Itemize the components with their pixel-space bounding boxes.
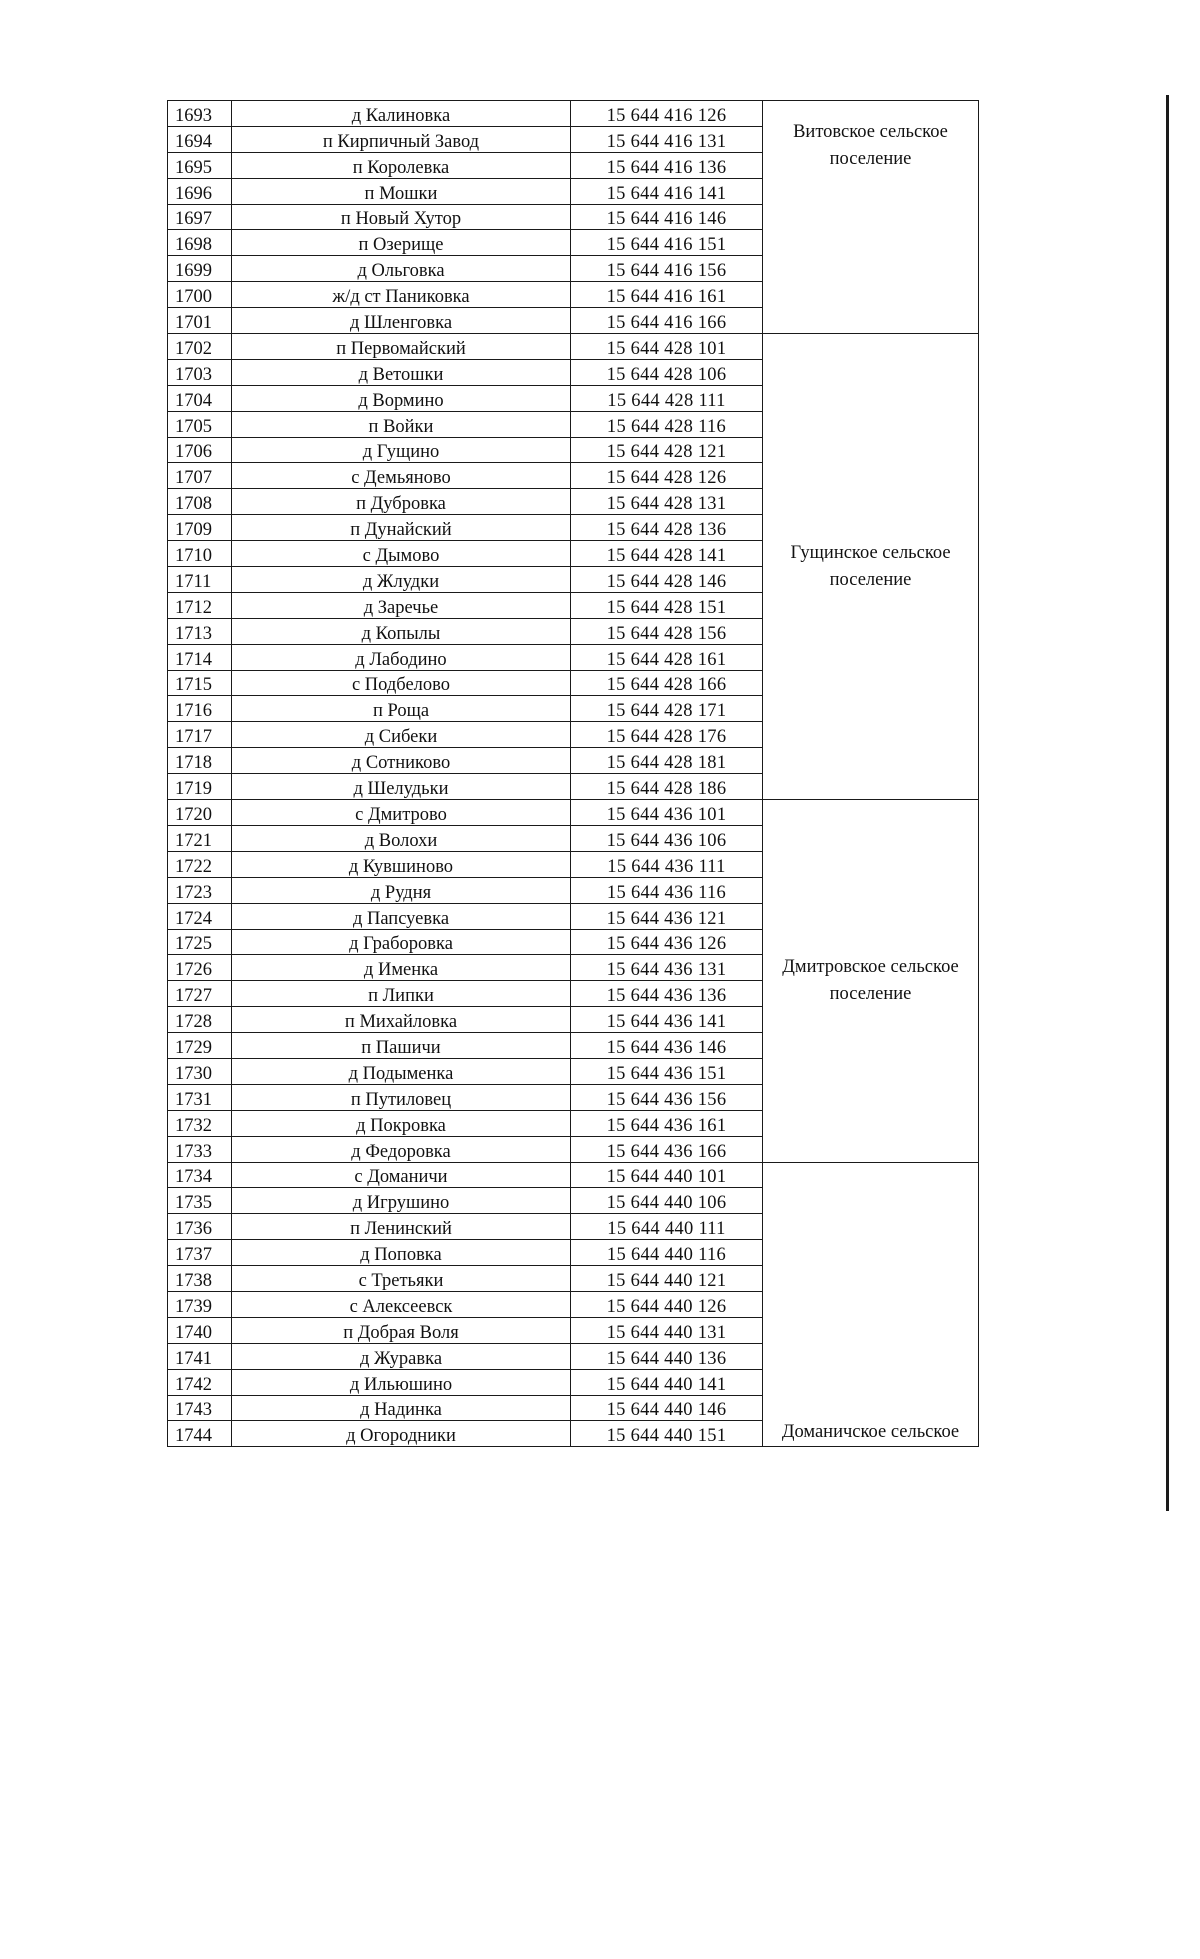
row-number-cell: 1703 xyxy=(168,359,232,385)
locality-name-cell: д Гущино xyxy=(232,437,571,463)
oktmo-code-cell: 15 644 428 131 xyxy=(571,489,763,515)
locality-name-cell: д Ольговка xyxy=(232,256,571,282)
locality-name-cell: д Сотниково xyxy=(232,748,571,774)
oktmo-code-cell: 15 644 416 151 xyxy=(571,230,763,256)
oktmo-code-cell: 15 644 436 116 xyxy=(571,877,763,903)
row-number-cell: 1719 xyxy=(168,774,232,800)
locality-name-cell: п Путиловец xyxy=(232,1084,571,1110)
oktmo-code-cell: 15 644 440 126 xyxy=(571,1291,763,1317)
row-number-cell: 1738 xyxy=(168,1266,232,1292)
locality-name-cell: п Ленинский xyxy=(232,1214,571,1240)
row-number-cell: 1711 xyxy=(168,567,232,593)
row-number-cell: 1712 xyxy=(168,592,232,618)
row-number-cell: 1701 xyxy=(168,308,232,334)
locality-name-cell: д Покровка xyxy=(232,1110,571,1136)
locality-name-cell: д Огородники xyxy=(232,1421,571,1447)
locality-name-cell: д Подыменка xyxy=(232,1058,571,1084)
locality-name-cell: п Дунайский xyxy=(232,515,571,541)
oktmo-code-cell: 15 644 416 146 xyxy=(571,204,763,230)
oktmo-code-cell: 15 644 416 126 xyxy=(571,101,763,127)
oktmo-code-cell: 15 644 428 111 xyxy=(571,385,763,411)
oktmo-code-cell: 15 644 416 161 xyxy=(571,282,763,308)
row-number-cell: 1725 xyxy=(168,929,232,955)
oktmo-code-cell: 15 644 428 106 xyxy=(571,359,763,385)
locality-name-cell: п Роща xyxy=(232,696,571,722)
locality-name-cell: п Липки xyxy=(232,981,571,1007)
settlement-name-cell: Дмитровское сельское поселение xyxy=(763,800,979,1162)
oktmo-code-cell: 15 644 416 166 xyxy=(571,308,763,334)
locality-name-cell: с Алексеевск xyxy=(232,1291,571,1317)
row-number-cell: 1733 xyxy=(168,1136,232,1162)
locality-name-cell: д Копылы xyxy=(232,618,571,644)
oktmo-code-cell: 15 644 416 131 xyxy=(571,126,763,152)
row-number-cell: 1707 xyxy=(168,463,232,489)
locality-name-cell: д Надинка xyxy=(232,1395,571,1421)
settlement-registry-table xyxy=(167,100,979,1447)
locality-name-cell: д Игрушино xyxy=(232,1188,571,1214)
row-number-cell: 1705 xyxy=(168,411,232,437)
oktmo-code-cell: 15 644 428 176 xyxy=(571,722,763,748)
row-number-cell: 1706 xyxy=(168,437,232,463)
row-number-cell: 1726 xyxy=(168,955,232,981)
row-number-cell: 1710 xyxy=(168,541,232,567)
oktmo-code-cell: 15 644 436 146 xyxy=(571,1033,763,1059)
row-number-cell: 1715 xyxy=(168,670,232,696)
table-row xyxy=(168,800,979,826)
oktmo-code-cell: 15 644 416 141 xyxy=(571,178,763,204)
locality-name-cell: с Демьяново xyxy=(232,463,571,489)
oktmo-code-cell: 15 644 428 101 xyxy=(571,334,763,360)
row-number-cell: 1693 xyxy=(168,101,232,127)
locality-name-cell: ж/д ст Паниковка xyxy=(232,282,571,308)
row-number-cell: 1734 xyxy=(168,1162,232,1188)
row-number-cell: 1741 xyxy=(168,1343,232,1369)
row-number-cell: 1709 xyxy=(168,515,232,541)
row-number-cell: 1697 xyxy=(168,204,232,230)
row-number-cell: 1744 xyxy=(168,1421,232,1447)
oktmo-code-cell: 15 644 436 106 xyxy=(571,825,763,851)
oktmo-code-cell: 15 644 436 166 xyxy=(571,1136,763,1162)
row-number-cell: 1704 xyxy=(168,385,232,411)
row-number-cell: 1696 xyxy=(168,178,232,204)
oktmo-code-cell: 15 644 440 106 xyxy=(571,1188,763,1214)
oktmo-code-cell: 15 644 428 161 xyxy=(571,644,763,670)
row-number-cell: 1728 xyxy=(168,1007,232,1033)
oktmo-code-cell: 15 644 428 141 xyxy=(571,541,763,567)
row-number-cell: 1702 xyxy=(168,334,232,360)
locality-name-cell: д Поповка xyxy=(232,1240,571,1266)
locality-name-cell: д Именка xyxy=(232,955,571,981)
locality-name-cell: п Озерище xyxy=(232,230,571,256)
row-number-cell: 1735 xyxy=(168,1188,232,1214)
locality-name-cell: п Войки xyxy=(232,411,571,437)
oktmo-code-cell: 15 644 436 131 xyxy=(571,955,763,981)
locality-name-cell: п Дубровка xyxy=(232,489,571,515)
oktmo-code-cell: 15 644 436 121 xyxy=(571,903,763,929)
row-number-cell: 1714 xyxy=(168,644,232,670)
row-number-cell: 1732 xyxy=(168,1110,232,1136)
locality-name-cell: д Заречье xyxy=(232,592,571,618)
oktmo-code-cell: 15 644 428 166 xyxy=(571,670,763,696)
row-number-cell: 1699 xyxy=(168,256,232,282)
settlement-name-cell: Витовское сельское поселение xyxy=(763,101,979,334)
locality-name-cell: д Журавка xyxy=(232,1343,571,1369)
oktmo-code-cell: 15 644 440 101 xyxy=(571,1162,763,1188)
oktmo-code-cell: 15 644 416 136 xyxy=(571,152,763,178)
table-row xyxy=(168,1162,979,1188)
locality-name-cell: д Сибеки xyxy=(232,722,571,748)
table-row xyxy=(168,334,979,360)
locality-name-cell: с Третьяки xyxy=(232,1266,571,1292)
row-number-cell: 1720 xyxy=(168,800,232,826)
row-number-cell: 1742 xyxy=(168,1369,232,1395)
oktmo-code-cell: 15 644 440 146 xyxy=(571,1395,763,1421)
locality-name-cell: п Добрая Воля xyxy=(232,1317,571,1343)
oktmo-code-cell: 15 644 440 131 xyxy=(571,1317,763,1343)
row-number-cell: 1737 xyxy=(168,1240,232,1266)
row-number-cell: 1698 xyxy=(168,230,232,256)
oktmo-code-cell: 15 644 428 186 xyxy=(571,774,763,800)
oktmo-code-cell: 15 644 428 156 xyxy=(571,618,763,644)
oktmo-code-cell: 15 644 440 116 xyxy=(571,1240,763,1266)
locality-name-cell: д Граборовка xyxy=(232,929,571,955)
locality-name-cell: с Дымово xyxy=(232,541,571,567)
row-number-cell: 1740 xyxy=(168,1317,232,1343)
oktmo-code-cell: 15 644 436 111 xyxy=(571,851,763,877)
locality-name-cell: п Пашичи xyxy=(232,1033,571,1059)
oktmo-code-cell: 15 644 440 136 xyxy=(571,1343,763,1369)
row-number-cell: 1729 xyxy=(168,1033,232,1059)
locality-name-cell: д Рудня xyxy=(232,877,571,903)
oktmo-code-cell: 15 644 416 156 xyxy=(571,256,763,282)
locality-name-cell: п Кирпичный Завод xyxy=(232,126,571,152)
row-number-cell: 1695 xyxy=(168,152,232,178)
locality-name-cell: д Шелудьки xyxy=(232,774,571,800)
oktmo-code-cell: 15 644 428 151 xyxy=(571,592,763,618)
oktmo-code-cell: 15 644 428 181 xyxy=(571,748,763,774)
locality-name-cell: п Первомайский xyxy=(232,334,571,360)
locality-name-cell: д Волохи xyxy=(232,825,571,851)
locality-name-cell: п Новый Хутор xyxy=(232,204,571,230)
row-number-cell: 1713 xyxy=(168,618,232,644)
oktmo-code-cell: 15 644 428 126 xyxy=(571,463,763,489)
locality-name-cell: д Ветошки xyxy=(232,359,571,385)
oktmo-code-cell: 15 644 440 151 xyxy=(571,1421,763,1447)
oktmo-code-cell: 15 644 428 171 xyxy=(571,696,763,722)
registry-body xyxy=(168,101,979,1447)
locality-name-cell: д Жлудки xyxy=(232,567,571,593)
row-number-cell: 1739 xyxy=(168,1291,232,1317)
settlement-name-cell: Гущинское сельское поселение xyxy=(763,334,979,800)
locality-name-cell: п Королевка xyxy=(232,152,571,178)
row-number-cell: 1730 xyxy=(168,1058,232,1084)
locality-name-cell: д Калиновка xyxy=(232,101,571,127)
right-margin-rule xyxy=(1166,95,1169,1511)
oktmo-code-cell: 15 644 436 156 xyxy=(571,1084,763,1110)
row-number-cell: 1727 xyxy=(168,981,232,1007)
row-number-cell: 1723 xyxy=(168,877,232,903)
oktmo-code-cell: 15 644 428 116 xyxy=(571,411,763,437)
row-number-cell: 1717 xyxy=(168,722,232,748)
oktmo-code-cell: 15 644 428 136 xyxy=(571,515,763,541)
locality-name-cell: д Лабодино xyxy=(232,644,571,670)
locality-name-cell: п Михайловка xyxy=(232,1007,571,1033)
oktmo-code-cell: 15 644 436 141 xyxy=(571,1007,763,1033)
row-number-cell: 1718 xyxy=(168,748,232,774)
locality-name-cell: с Подбелово xyxy=(232,670,571,696)
oktmo-code-cell: 15 644 440 111 xyxy=(571,1214,763,1240)
oktmo-code-cell: 15 644 440 141 xyxy=(571,1369,763,1395)
locality-name-cell: п Мошки xyxy=(232,178,571,204)
locality-name-cell: д Шленговка xyxy=(232,308,571,334)
locality-name-cell: д Кувшиново xyxy=(232,851,571,877)
row-number-cell: 1700 xyxy=(168,282,232,308)
row-number-cell: 1708 xyxy=(168,489,232,515)
locality-name-cell: д Вормино xyxy=(232,385,571,411)
row-number-cell: 1694 xyxy=(168,126,232,152)
row-number-cell: 1731 xyxy=(168,1084,232,1110)
locality-name-cell: с Дмитрово xyxy=(232,800,571,826)
table-row xyxy=(168,101,979,127)
oktmo-code-cell: 15 644 440 121 xyxy=(571,1266,763,1292)
oktmo-code-cell: 15 644 436 126 xyxy=(571,929,763,955)
locality-name-cell: с Доманичи xyxy=(232,1162,571,1188)
oktmo-code-cell: 15 644 436 136 xyxy=(571,981,763,1007)
row-number-cell: 1743 xyxy=(168,1395,232,1421)
row-number-cell: 1721 xyxy=(168,825,232,851)
oktmo-code-cell: 15 644 428 146 xyxy=(571,567,763,593)
locality-name-cell: д Папсуевка xyxy=(232,903,571,929)
locality-name-cell: д Федоровка xyxy=(232,1136,571,1162)
oktmo-code-cell: 15 644 428 121 xyxy=(571,437,763,463)
settlement-name-cell: Доманичское сельское xyxy=(763,1162,979,1447)
row-number-cell: 1716 xyxy=(168,696,232,722)
locality-name-cell: д Ильюшино xyxy=(232,1369,571,1395)
row-number-cell: 1736 xyxy=(168,1214,232,1240)
oktmo-code-cell: 15 644 436 151 xyxy=(571,1058,763,1084)
oktmo-code-cell: 15 644 436 161 xyxy=(571,1110,763,1136)
oktmo-code-cell: 15 644 436 101 xyxy=(571,800,763,826)
row-number-cell: 1722 xyxy=(168,851,232,877)
row-number-cell: 1724 xyxy=(168,903,232,929)
